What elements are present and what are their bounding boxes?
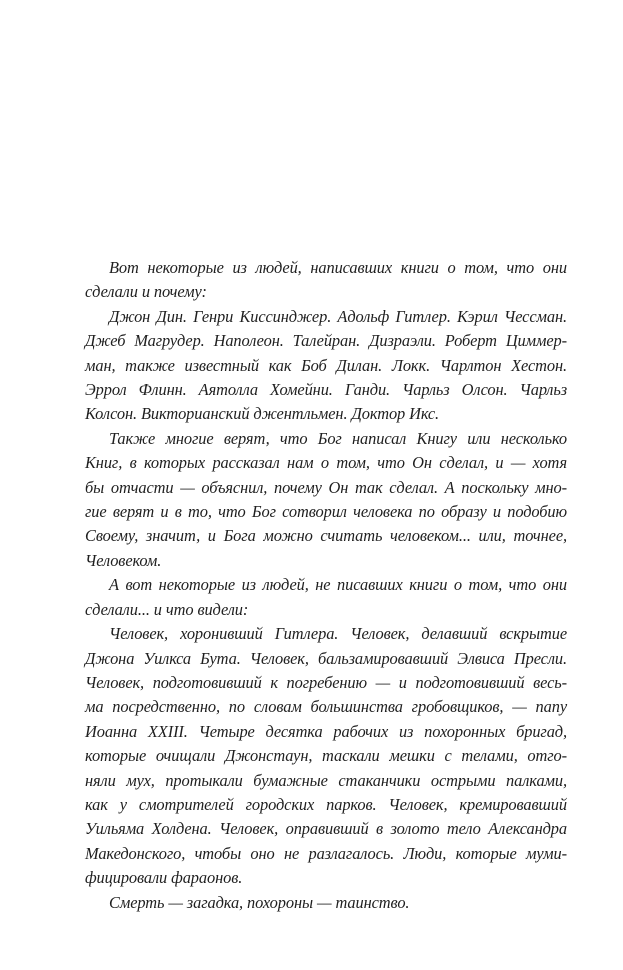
paragraph-first-line: Вот некоторые из людей, написавших книги о том, что они <box>109 258 567 277</box>
paragraph-line: Своему, значит, и Бога можно считать человеком... или, точнее, <box>85 526 567 546</box>
paragraph-line: ма посредственно, по словам большинства гробовщиков, — папу <box>85 697 567 717</box>
paragraph-first-line: А вот некоторые из людей, не писавших книги о том, что они <box>109 575 567 595</box>
paragraph-first-line: Смерть — загадка, похороны — таинство. <box>109 892 410 912</box>
paragraph-line: Македонского, чтобы оно не разлагалось. Люди, которые муми- <box>85 843 567 863</box>
paragraph-line: фицировали фараонов. <box>85 868 243 888</box>
paragraph-line: бы отчасти — объяснил, почему Он так сделал. А поскольку мно- <box>85 477 567 497</box>
paragraph-line: Уильяма Холдена. Человек, оправивший в золото тело Александра <box>85 819 567 839</box>
paragraph-line: Человеком. <box>85 550 162 570</box>
paragraph-line: сделали... и что видели: <box>85 599 249 619</box>
paragraph-line: Джона Уилкса Бута. Человек, бальзамировавший Элвиса Пресли. <box>85 648 567 668</box>
paragraph-line: няли мух, протыкали бумажные стаканчики острыми палками, <box>85 770 567 790</box>
paragraph-first-line: Человек, хоронивший Гитлера. Человек, делавший вскрытие <box>109 624 567 644</box>
paragraph-line: Колсон. Викторианский джентльмен. Доктор Икс. <box>85 404 440 424</box>
paragraph-line: ман, также известный как Боб Дилан. Локк. Чарлтон Хестон. <box>85 355 567 375</box>
paragraph-line: Эррол Флинн. Аятолла Хомейни. Ганди. Чарльз Олсон. Чарльз <box>85 380 567 400</box>
paragraph-line: Иоанна XXIII. Четыре десятка рабочих из похоронных бригад, <box>85 721 567 741</box>
paragraph-line: которые очищали Джонстаун, таскали мешки с телами, отго- <box>85 746 567 766</box>
paragraph-line: как у смотрителей городских парков. Человек, кремировавший <box>85 794 567 814</box>
paragraph-line: Человек, подготовивший к погребению — и подготовивший весь- <box>85 672 567 692</box>
paragraph-first-line: Джон Дин. Генри Киссинджер. Адольф Гитлер. Кэрил Чессман. <box>109 306 567 326</box>
paragraph-first-line: Также многие верят, что Бог написал Книгу или несколько <box>109 428 567 448</box>
paragraph-line: сделали и почему: <box>85 282 207 302</box>
paragraph-line: Книг, в которых рассказал нам о том, что Он сделал, и — хотя <box>85 453 567 473</box>
body-text <box>85 256 567 915</box>
paragraph-line: Джеб Магрудер. Наполеон. Талейран. Дизраэли. Роберт Циммер- <box>85 331 567 351</box>
paragraph-line: гие верят и в то, что Бог сотворил человека по образу и подобию <box>85 502 567 522</box>
